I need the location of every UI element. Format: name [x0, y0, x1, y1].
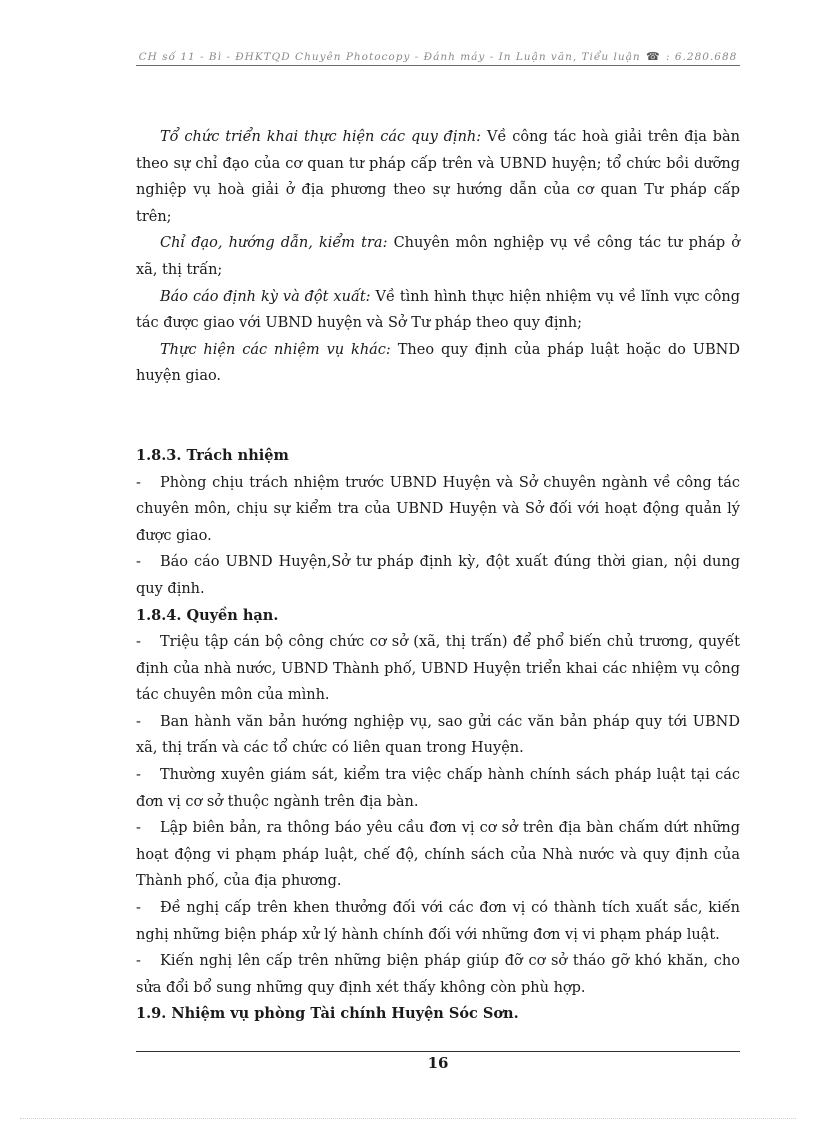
paragraph-text: Chuyên môn nghiệp vụ về công tác tư pháp ở xã, thị trấn;: [136, 235, 740, 278]
dash-bullet: -: [136, 767, 141, 784]
dash-bullet: -: [136, 474, 141, 491]
footer-divider: [136, 1051, 740, 1052]
page-bottom-edge: [20, 1118, 796, 1119]
dash-bullet: -: [136, 634, 141, 651]
list-item-text: Phòng chịu trách nhiệm trước UBND Huyện và Sở chuyên ngành về công tác chuyên môn, chịu sự kiểm tra của UBND Huyện và Sở đối với hoạt động quản lý được giao.: [136, 474, 740, 544]
list-item-text: Kiến nghị lên cấp trên những biện pháp giúp đỡ cơ sở tháo gỡ khó khăn, cho sửa đổi bổ sung những quy định xét thấy không còn phù hợp.: [136, 953, 740, 996]
section-heading: 1.8.4. Quyền hạn.: [136, 606, 279, 624]
paragraph: [136, 284, 740, 337]
document-body: [136, 124, 740, 1028]
header-phone: : 6.280.688: [666, 51, 738, 63]
list-item-text: Ban hành văn bản hướng nghiệp vụ, sao gửi các văn bản pháp quy tới UBND xã, thị trấn và các tổ chức có liên quan trong Huyện.: [136, 713, 740, 757]
dash-bullet: -: [136, 820, 141, 837]
paragraph: [136, 230, 740, 283]
paragraph-lead: Tổ chức triển khai thực hiện các quy định:: [160, 129, 482, 145]
list-item-text: Lập biên bản, ra thông báo yêu cầu đơn vị cơ sở trên địa bàn chấm dứt những hoạt động vi phạm pháp luật, chế độ, chính sách của Nhà nước và quy định của Thành phố, của địa phương.: [136, 820, 740, 890]
dash-bullet: -: [136, 953, 141, 970]
paragraph-text: Theo quy định của pháp luật hoặc do UBND huyện giao.: [136, 341, 740, 385]
section-heading: 1.9. Nhiệm vụ phòng Tài chính Huyện Sóc Sơn.: [136, 1005, 519, 1023]
list-item: [136, 709, 740, 762]
header-divider: [136, 65, 740, 66]
list-item-text: Đề nghị cấp trên khen thưởng đối với các đơn vị có thành tích xuất sắc, kiến nghị những biện pháp xử lý hành chính đối với những đơn vị vi phạm pháp luật.: [136, 900, 740, 943]
dash-bullet: -: [136, 713, 141, 730]
paragraph-lead: Thực hiện các nhiệm vụ khác:: [160, 341, 391, 358]
paragraph-text: Về tình hình thực hiện nhiệm vụ về lĩnh vực công tác được giao với UBND huyện và Sở Tư pháp theo quy định;: [136, 288, 740, 332]
list-item-text: Triệu tập cán bộ công chức cơ sở (xã, thị trấn) để phổ biến chủ trương, quyết định của nhà nước, UBND Thành phố, UBND Huyện triển khai các nhiệm vụ công tác chuyên môn của mình.: [136, 634, 740, 704]
section-heading: 1.8.3. Trách nhiệm: [136, 446, 289, 464]
page-header: [136, 50, 740, 63]
list-item-text: Thường xuyên giám sát, kiểm tra việc chấp hành chính sách pháp luật tại các đơn vị cơ sở thuộc ngành trên địa bàn.: [136, 767, 740, 810]
paragraph-text: Về công tác hoà giải trên địa bàn theo sự chỉ đạo của cơ quan tư pháp cấp trên và UBND huyện; tổ chức bồi dưỡng nghiệp vụ hoà giải ở địa phương theo sự hướng dẫn của cơ quan Tư pháp cấp trên;: [136, 129, 740, 225]
header-text: CH số 11 - Bì - ĐHKTQD Chuyên Photocopy - Đánh máy - In Luận văn, Tiểu luận: [138, 51, 641, 63]
paragraph-lead: Chỉ đạo, hướng dẫn, kiểm tra:: [160, 235, 388, 252]
page-number: 16: [427, 1054, 449, 1072]
list-item: [136, 762, 740, 815]
list-item: [136, 549, 740, 602]
dash-bullet: -: [136, 554, 141, 571]
list-item: [136, 948, 740, 1001]
paragraph-lead: Báo cáo định kỳ và đột xuất:: [160, 288, 371, 305]
list-item: [136, 470, 740, 550]
list-item: [136, 815, 740, 895]
dash-bullet: -: [136, 900, 141, 917]
telephone-icon: ☎: [645, 50, 661, 63]
list-item: [136, 895, 740, 948]
paragraph: [136, 337, 740, 390]
paragraph: [136, 124, 740, 230]
section-spacer: [136, 390, 740, 443]
list-item-text: Báo cáo UBND Huyện,Sở tư pháp định kỳ, đột xuất đúng thời gian, nội dung quy định.: [136, 554, 740, 597]
list-item: [136, 629, 740, 709]
